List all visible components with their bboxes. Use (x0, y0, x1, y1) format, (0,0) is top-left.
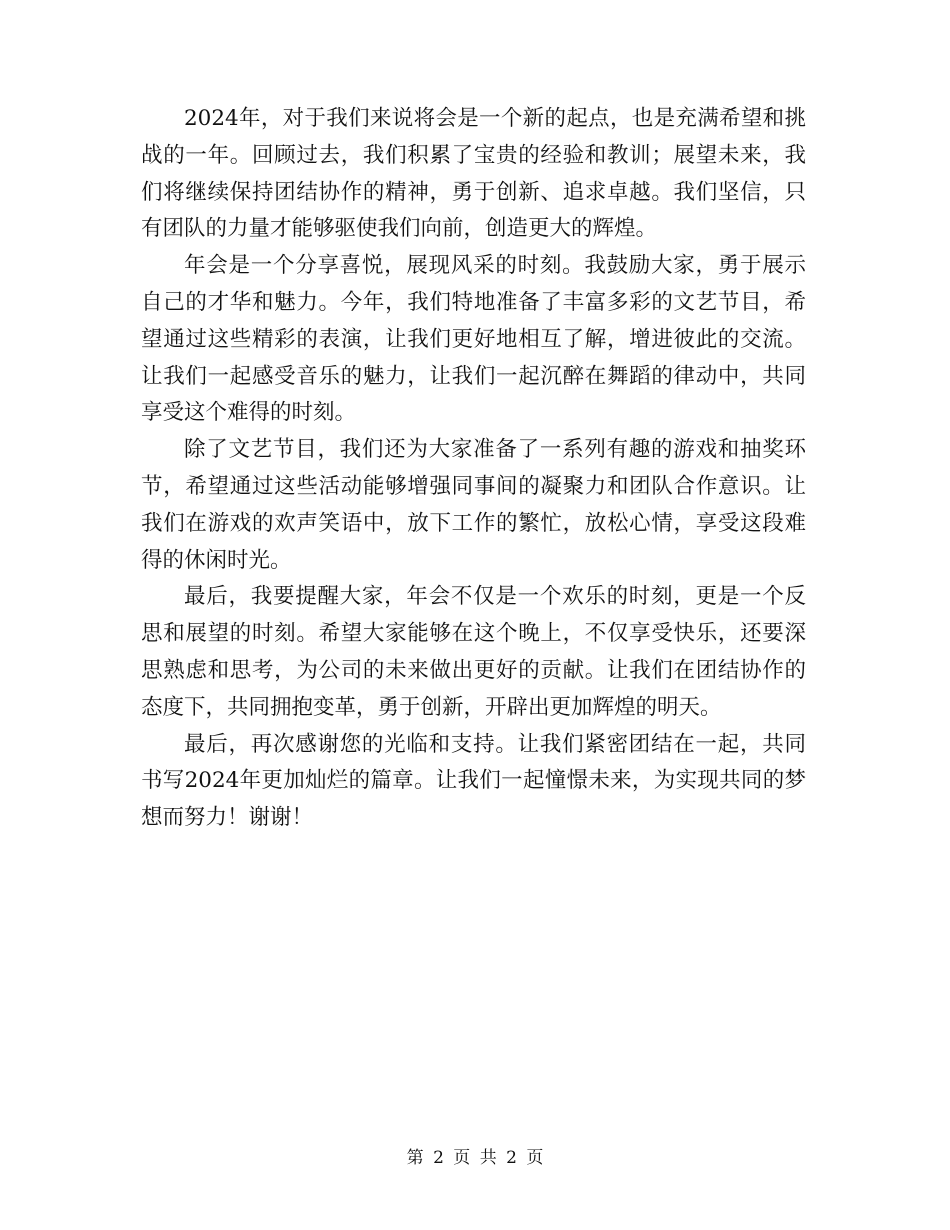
paragraph: 年会是一个分享喜悦，展现风采的时刻。我鼓励大家，勇于展示自己的才华和魅力。今年，我们特地准备了丰富多彩的文艺节目，希望通过这些精彩的表演，让我们更好地相互了解，增进彼此的交流。让我们一起感受音乐的魅力，让我们一起沉醉在舞蹈的律动中，共同享受这个难得的时刻。 (141, 253, 806, 426)
paragraph: 最后，我要提醒大家，年会不仅是一个欢乐的时刻，更是一个反思和展望的时刻。希望大家能够在这个晚上，不仅享受快乐，还要深思熟虑和思考，为公司的未来做出更好的贡献。让我们在团结协作的态度下，共同拥抱变革，勇于创新，开辟出更加辉煌的明天。 (141, 584, 806, 720)
page-number-footer: 第 2 页 共 2 页 (406, 1148, 544, 1168)
paragraph: 除了文艺节目，我们还为大家准备了一系列有趣的游戏和抽奖环节，希望通过这些活动能够增强同事间的凝聚力和团队合作意识。让我们在游戏的欢声笑语中，放下工作的繁忙，放松心情，享受这段难得的休闲时光。 (141, 437, 806, 573)
paragraph: 最后，再次感谢您的光临和支持。让我们紧密团结在一起，共同书写2024年更加灿烂的篇章。让我们一起憧憬未来，为实现共同的梦想而努力！谢谢！ (141, 731, 806, 831)
document-body (141, 101, 806, 837)
paragraph: 2024年，对于我们来说将会是一个新的起点，也是充满希望和挑战的一年。回顾过去，我们积累了宝贵的经验和教训；展望未来，我们将继续保持团结协作的精神，勇于创新、追求卓越。我们坚信，只有团队的力量才能够驱使我们向前，创造更大的辉煌。 (141, 106, 806, 242)
